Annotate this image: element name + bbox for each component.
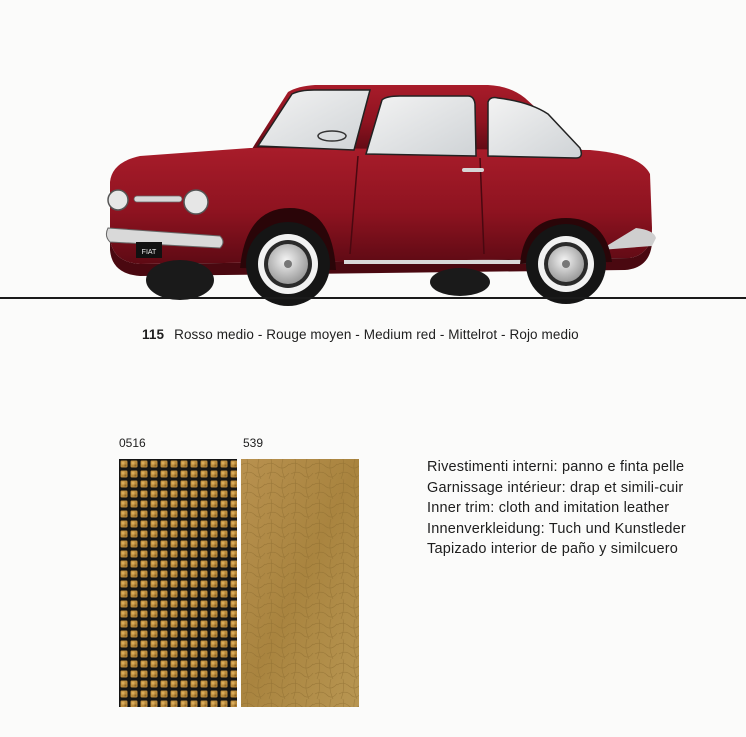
swatch-label-cloth: 0516 [119, 436, 146, 450]
trim-line-es: Tapizado interior de paño y similcuero [427, 541, 679, 557]
trim-line-en: Inner trim: cloth and imitation leather [427, 500, 670, 516]
color-caption [142, 327, 579, 342]
trim-description [427, 457, 686, 560]
color-code: 115 [142, 327, 165, 342]
color-names: Rosso medio - Rouge moyen - Medium red - Mittelrot - Rojo medio [174, 327, 579, 342]
trim-line-it: Rivestimenti interni: panno e finta pelle [427, 459, 685, 475]
car-image [100, 78, 660, 310]
ground-line [0, 297, 746, 299]
leather-swatch [241, 459, 359, 707]
swatch-label-leather: 539 [243, 436, 264, 450]
trim-line-de: Innenverkleidung: Tuch und Kunstleder [427, 520, 686, 537]
cloth-swatch [119, 459, 237, 707]
trim-line-fr: Garnissage intérieur: drap et simili-cuir [427, 479, 684, 496]
license-plate: FIAT [141, 249, 157, 256]
